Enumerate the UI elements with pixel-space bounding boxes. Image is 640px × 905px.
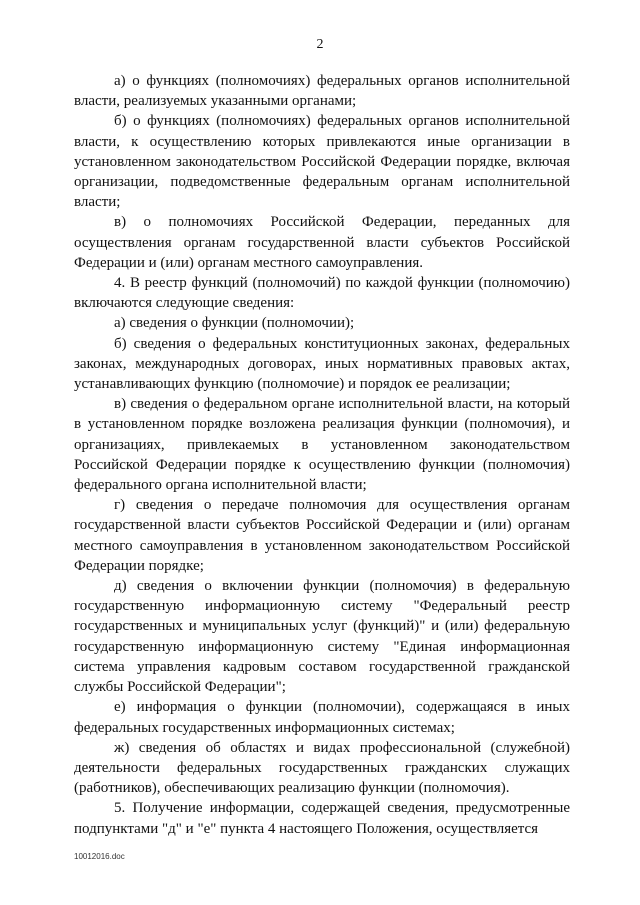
paragraph-4v: в) сведения о федеральном органе исполнительной власти, на который в установленном порядке возложена реализация функции (полномочия), и организациях, привлекаемых в установленном законодательством Российской Федерации порядке к осуществлению функции (полномочия) федерального органа исполнительной власти; — [74, 396, 570, 494]
paragraph-5: 5. Получение информации, содержащей сведения, предусмотренные подпунктами "д" и "е" пункта 4 настоящего Положения, осуществляется — [74, 800, 570, 837]
document-body — [74, 71, 570, 839]
paragraph-4e: е) информация о функции (полномочии), содержащаяся в иных федеральных государственных информационных системах; — [74, 699, 570, 736]
page-number: 2 — [316, 37, 324, 52]
paragraph-4b: б) сведения о федеральных конституционных законах, федеральных законах, международных договорах, иных нормативных правовых актах, устанавливающих функцию (полномочие) и порядок ее реализации; — [74, 335, 570, 393]
paragraph-4g: г) сведения о передаче полномочия для осуществления органам государственной власти субъектов Российской Федерации и (или) органам местного самоуправления в установленном законодательством Российской Федерации порядке; — [74, 497, 570, 574]
paragraph-v-powers: в) о полномочиях Российской Федерации, переданных для осуществления органам государственной власти субъектов Российской Федерации и (или) органам местного самоуправления. — [74, 214, 570, 271]
footer-filename: 10012016.doc — [74, 852, 125, 861]
paragraph-4a: а) сведения о функции (полномочии); — [114, 315, 355, 332]
paragraph-4d: д) сведения о включении функции (полномочия) в федеральную государственную информационную систему "Федеральный реестр государственных и муниципальных услуг (функций)" и (или) федеральную государственную информационную систему "Единая информационная система управления кадровым составом государственной гражданской службы Российской Федерации"; — [74, 578, 570, 696]
paragraph-4: 4. В реестр функций (полномочий) по каждой функции (полномочию) включаются следующие сведения: — [74, 275, 570, 312]
paragraph-4zh: ж) сведения об областях и видах профессиональной (служебной) деятельности федеральных государственных гражданских служащих (работников), обеспечивающих реализацию функции (полномочия). — [74, 739, 570, 797]
paragraph-a-functions: а) о функциях (полномочиях) федеральных органов исполнительной власти, реализуемых указанными органами; — [74, 73, 570, 110]
paragraph-b-functions: б) о функциях (полномочиях) федеральных органов исполнительной власти, к осуществлению которых привлекаются иные организации в установленном законодательством Российской Федерации порядке, включая организации, подведомственные федеральным органам исполнительной власти; — [74, 113, 570, 211]
